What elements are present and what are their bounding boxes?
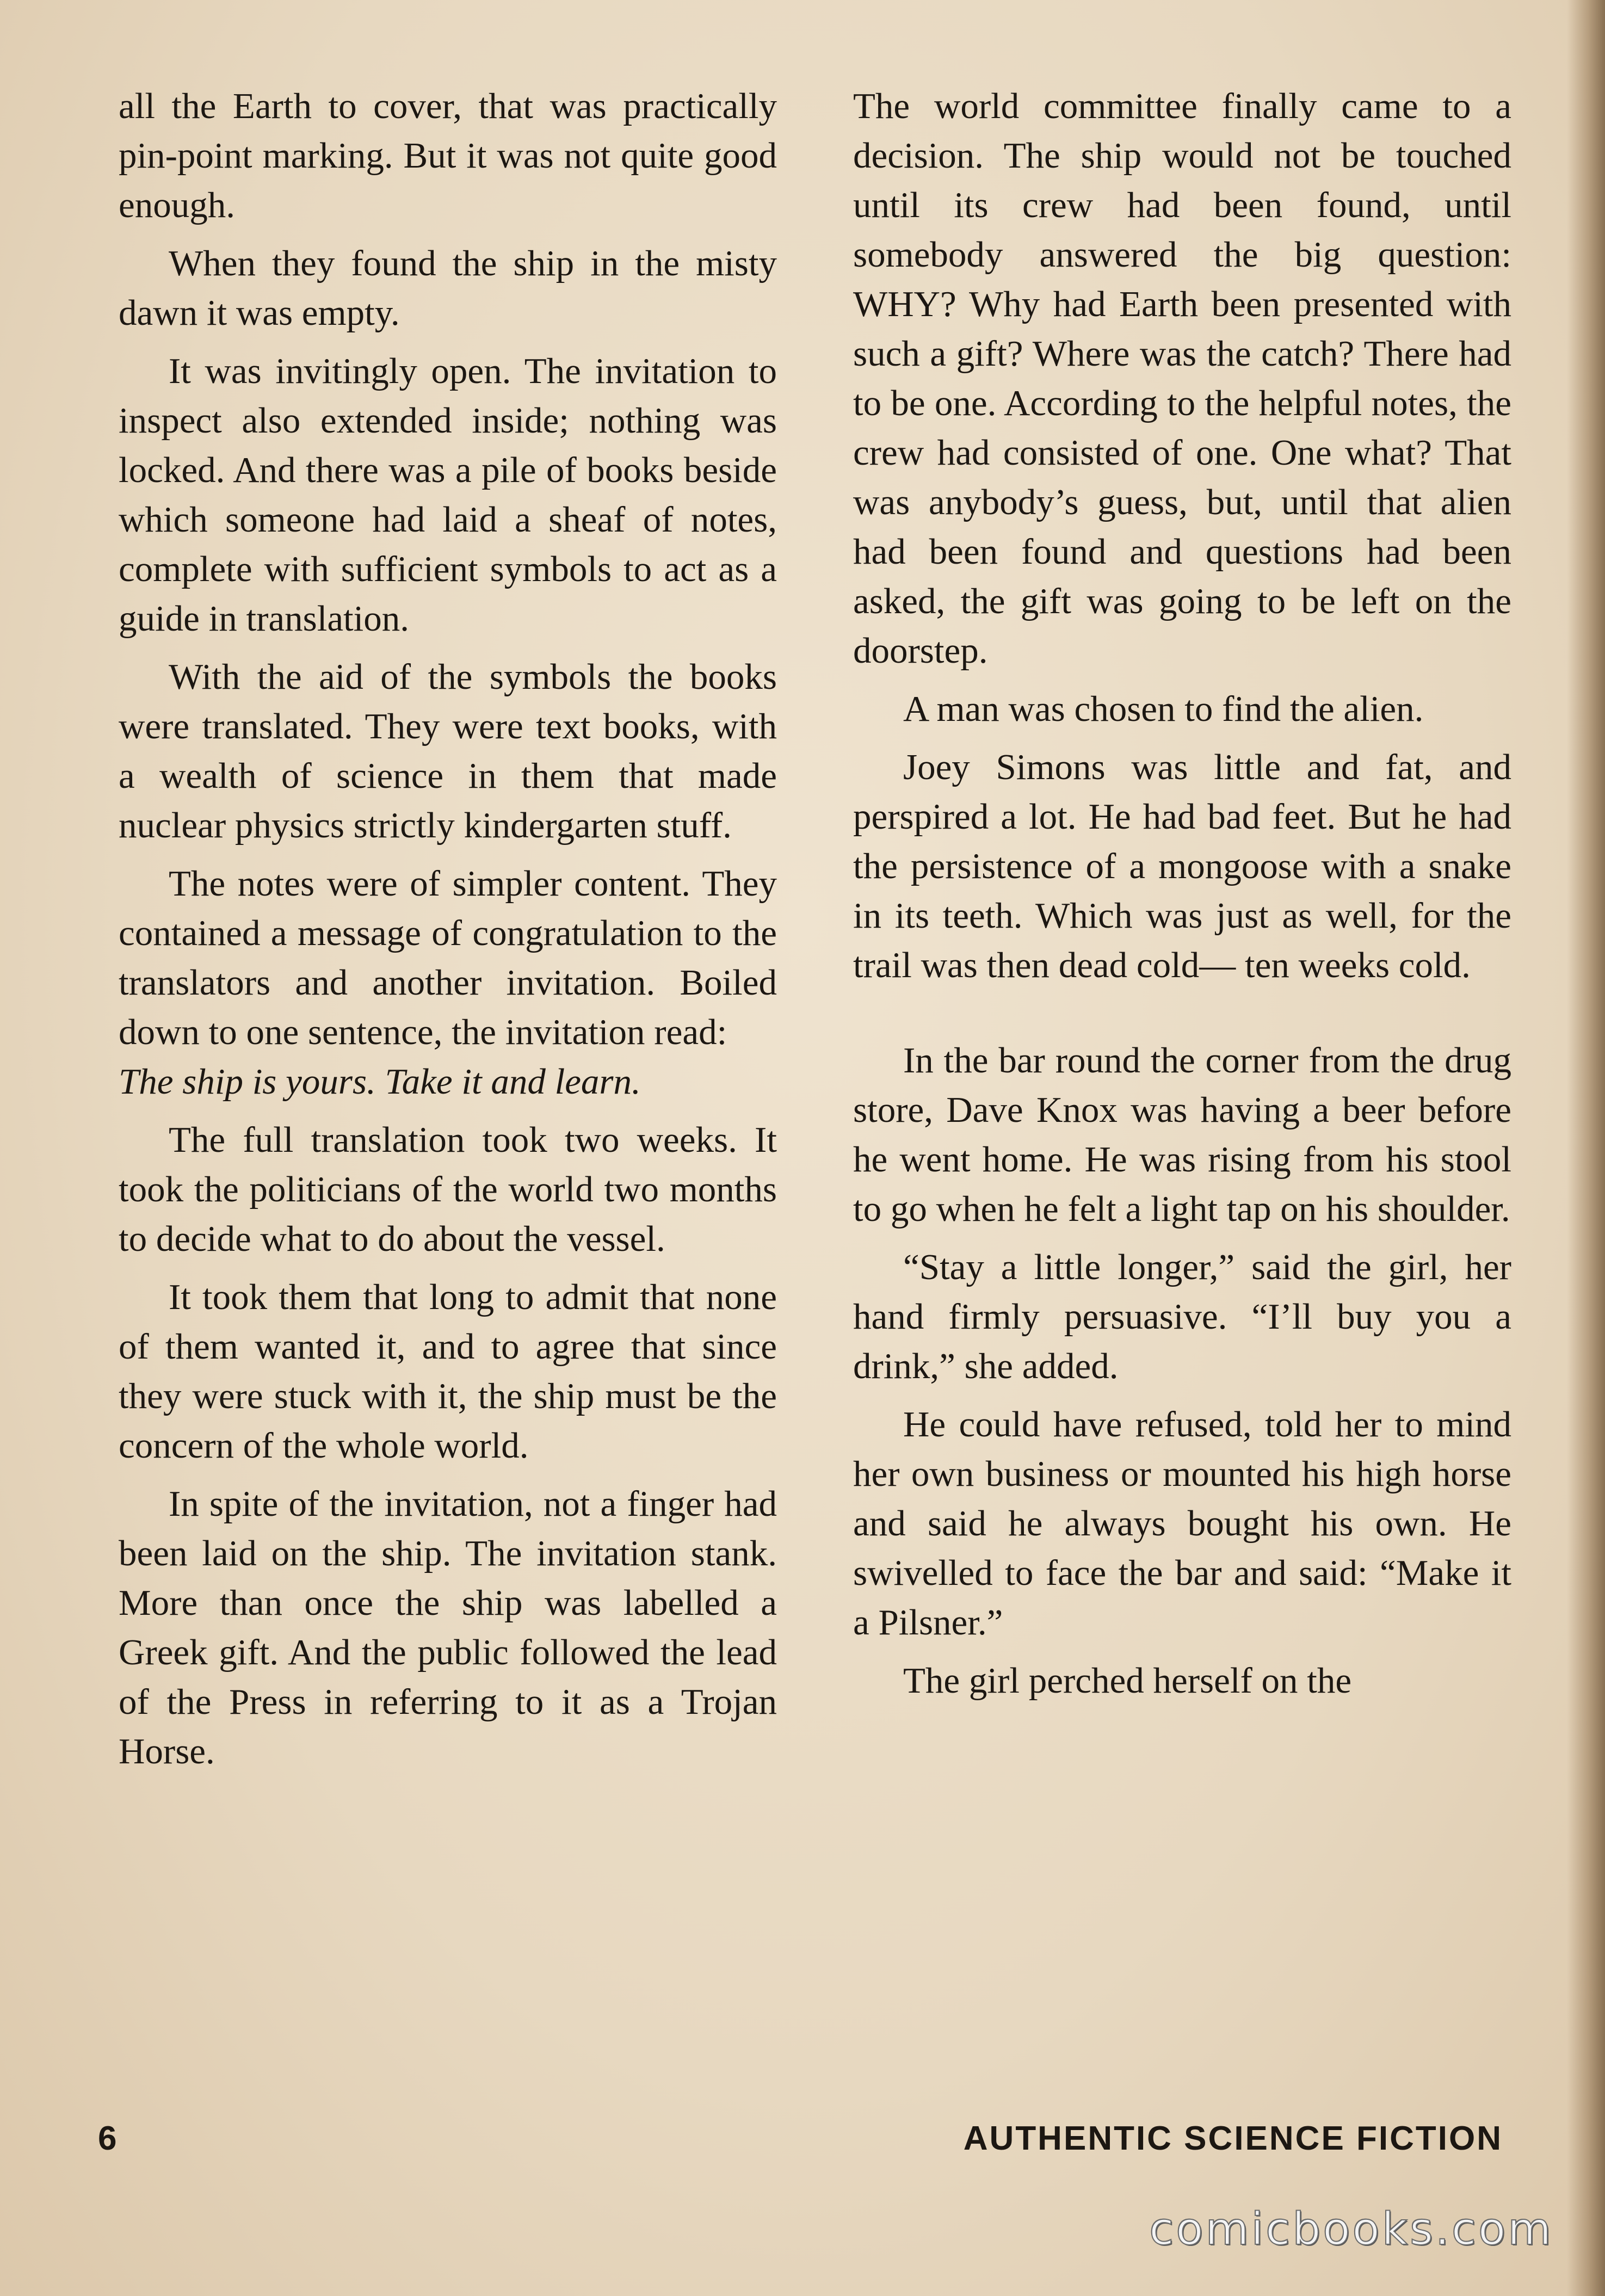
italic-quote [119, 1057, 777, 1107]
page-spine-shadow [1567, 0, 1605, 2296]
paragraph: “Stay a little longer,” said the girl, her hand firmly persuasive. “I’ll buy you a drink,” she added. [853, 1247, 1511, 1386]
watermark: comicbooks.com [1149, 2204, 1553, 2255]
paragraph: A man was chosen to find the alien. [903, 689, 1424, 729]
left-column [119, 82, 777, 1785]
paragraph: The world committee finally came to a decision. The ship would not be touched until its crew had been found, until somebody answered the big question: WHY? Why had Earth been presented with such a gift? Where was the catch? There had to be one. According to the helpful notes, the crew had consisted of one. One what? That was anybody’s guess, but, until that alien had been found and questions had been asked, the gift was going to be left on the doorstep. [853, 86, 1511, 671]
paragraph: Joey Simons was little and fat, and perspired a lot. He had bad feet. But he had the persistence of a mongoose with a snake in its teeth. Which was just as well, for the trail was then dead cold— ten weeks cold. [853, 747, 1511, 985]
paragraph: The full translation took two weeks. It took the politicians of the world two months to decide what to do about the vessel. [119, 1120, 777, 1259]
paragraph: It took them that long to admit that none of them wanted it, and to agree that since they were stuck with it, the ship must be the concern of the whole world. [119, 1277, 777, 1466]
right-column [853, 82, 1511, 1714]
page-number: 6 [98, 2120, 117, 2157]
paragraph: When they found the ship in the misty dawn it was empty. [119, 243, 777, 333]
paragraph: all the Earth to cover, that was practically pin-point marking. But it was not quite good enough. [119, 86, 777, 225]
running-head: AUTHENTIC SCIENCE FICTION [963, 2120, 1503, 2157]
paragraph: With the aid of the symbols the books were translated. They were text books, with a wealth of science in them that made nuclear physics strictly kindergarten stuff. [119, 657, 777, 845]
italic-text: The ship is yours. Take it and learn. [119, 1061, 641, 1102]
section-start-paragraph: In the bar round the corner from the drug store, Dave Knox was having a beer before he went home. He was rising from his stool to go when he felt a light tap on his shoulder. [853, 1040, 1511, 1229]
paragraph: The girl perched herself on the [903, 1661, 1352, 1701]
paragraph: He could have refused, told her to mind her own business or mounted his high horse and said he always bought his own. He swivelled to face the bar and said: “Make it a Pilsner.” [853, 1404, 1511, 1643]
paragraph: It was invitingly open. The invitation to inspect also extended inside; nothing was locked. And there was a pile of books beside which someone had laid a sheaf of notes, complete with sufficient symbols to act as a guide in translation. [119, 351, 777, 639]
paragraph: The notes were of simpler content. They contained a message of congratulation to the translators and another invitation. Boiled down to one sentence, the invitation read: [119, 863, 777, 1052]
paragraph: In spite of the invitation, not a finger had been laid on the ship. The invitation stank. More than once the ship was labelled a Greek gift. And the public followed the lead of the Press in referring to it as a Trojan Horse. [119, 1484, 777, 1772]
